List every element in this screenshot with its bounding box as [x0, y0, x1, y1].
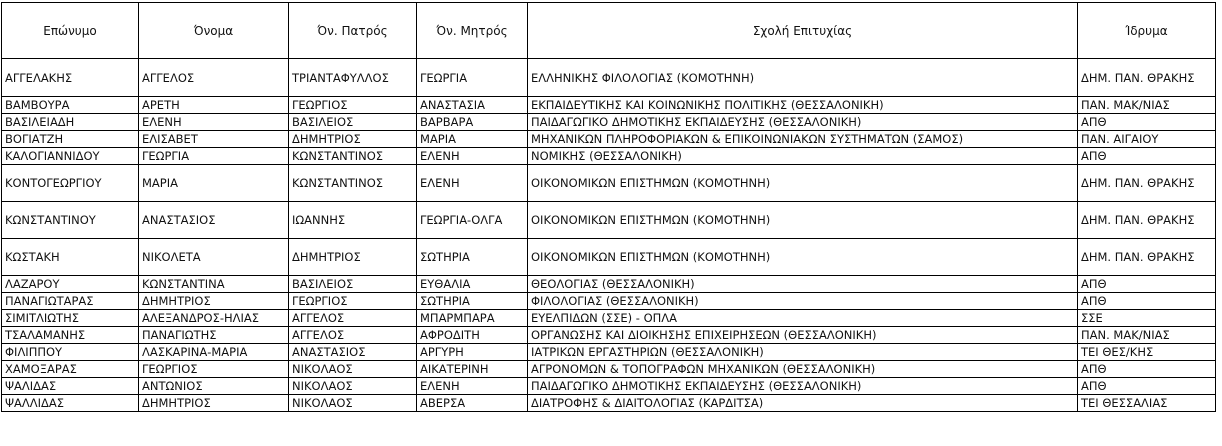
col-header-father-name[interactable]: Όν. Πατρός: [289, 3, 417, 59]
cell-surname[interactable]: ΠΑΝΑΓΙΩΤΑΡΑΣ: [2, 293, 139, 310]
cell-school[interactable]: ΟΙΚΟΝΟΜΙΚΩΝ ΕΠΙΣΤΗΜΩΝ (ΚΟΜΟΤΗΝΗ): [528, 202, 1078, 239]
cell-school[interactable]: ΟΡΓΑΝΩΣΗΣ ΚΑΙ ΔΙΟΙΚΗΣΗΣ ΕΠΙΧΕΙΡΗΣΕΩΝ (ΘΕΣΣΑΛΟΝΙΚΗ): [528, 327, 1078, 344]
cell-mother-name[interactable]: ΑΒΕΡΣΑ: [417, 395, 528, 412]
cell-surname[interactable]: ΒΟΓΙΑΤΖΗ: [2, 131, 139, 148]
cell-surname[interactable]: ΒΑΜΒΟΥΡΑ: [2, 97, 139, 114]
col-header-school[interactable]: Σχολή Επιτυχίας: [528, 3, 1078, 59]
table-row: [2, 378, 1216, 395]
cell-school[interactable]: ΑΓΡΟΝΟΜΩΝ & ΤΟΠΟΓΡΑΦΩΝ ΜΗΧΑΝΙΚΩΝ (ΘΕΣΣΑΛΟΝΙΚΗ): [528, 361, 1078, 378]
cell-first-name[interactable]: ΔΗΜΗΤΡΙΟΣ: [139, 293, 289, 310]
table-row: [2, 310, 1216, 327]
table-row: [2, 344, 1216, 361]
cell-mother-name[interactable]: ΒΑΡΒΑΡΑ: [417, 114, 528, 131]
cell-institution[interactable]: ΑΠΘ: [1078, 378, 1216, 395]
cell-father-name[interactable]: ΚΩΝΣΤΑΝΤΙΝΟΣ: [289, 148, 417, 165]
cell-father-name[interactable]: ΔΗΜΗΤΡΙΟΣ: [289, 239, 417, 276]
cell-father-name[interactable]: ΓΕΩΡΓΙΟΣ: [289, 293, 417, 310]
cell-school[interactable]: ΦΙΛΟΛΟΓΙΑΣ (ΘΕΣΣΑΛΟΝΙΚΗ): [528, 293, 1078, 310]
cell-first-name[interactable]: ΑΡΕΤΗ: [139, 97, 289, 114]
cell-surname[interactable]: ΨΑΛΛΙΔΑΣ: [2, 395, 139, 412]
cell-mother-name[interactable]: ΓΕΩΡΓΙΑ: [417, 59, 528, 97]
cell-first-name[interactable]: ΚΩΝΣΤΑΝΤΙΝΑ: [139, 276, 289, 293]
cell-mother-name[interactable]: ΜΠΑΡΜΠΑΡΑ: [417, 310, 528, 327]
cell-father-name[interactable]: ΑΝΑΣΤΑΣΙΟΣ: [289, 344, 417, 361]
cell-surname[interactable]: ΛΑΖΑΡΟΥ: [2, 276, 139, 293]
table-row: [2, 293, 1216, 310]
cell-institution[interactable]: ΤΕΙ ΘΕΣ/ΚΗΣ: [1078, 344, 1216, 361]
cell-institution[interactable]: ΔΗΜ. ΠΑΝ. ΘΡΑΚΗΣ: [1078, 59, 1216, 97]
cell-mother-name[interactable]: ΑΝΑΣΤΑΣΙΑ: [417, 97, 528, 114]
table-row: [2, 239, 1216, 276]
cell-first-name[interactable]: ΑΝΑΣΤΑΣΙΟΣ: [139, 202, 289, 239]
cell-surname[interactable]: ΤΣΑΛΑΜΑΝΗΣ: [2, 327, 139, 344]
cell-mother-name[interactable]: ΕΥΘΑΛΙΑ: [417, 276, 528, 293]
cell-mother-name[interactable]: ΕΛΕΝΗ: [417, 378, 528, 395]
cell-institution[interactable]: ΔΗΜ. ΠΑΝ. ΘΡΑΚΗΣ: [1078, 239, 1216, 276]
cell-school[interactable]: ΙΑΤΡΙΚΩΝ ΕΡΓΑΣΤΗΡΙΩΝ (ΘΕΣΣΑΛΟΝΙΚΗ): [528, 344, 1078, 361]
cell-school[interactable]: ΝΟΜΙΚΗΣ (ΘΕΣΣΑΛΟΝΙΚΗ): [528, 148, 1078, 165]
cell-surname[interactable]: ΧΑΜΟΞΑΡΑΣ: [2, 361, 139, 378]
cell-first-name[interactable]: ΓΕΩΡΓΙΟΣ: [139, 361, 289, 378]
cell-institution[interactable]: ΑΠΘ: [1078, 361, 1216, 378]
table-row: [2, 148, 1216, 165]
col-header-first-name[interactable]: Όνομα: [139, 3, 289, 59]
table-row: [2, 114, 1216, 131]
cell-father-name[interactable]: ΚΩΝΣΤΑΝΤΙΝΟΣ: [289, 165, 417, 202]
cell-mother-name[interactable]: ΑΡΓΥΡΗ: [417, 344, 528, 361]
cell-school[interactable]: ΕΥΕΛΠΙΔΩΝ (ΣΣΕ) - ΟΠΛΑ: [528, 310, 1078, 327]
cell-father-name[interactable]: ΓΕΩΡΓΙΟΣ: [289, 97, 417, 114]
cell-first-name[interactable]: ΑΝΤΩΝΙΟΣ: [139, 378, 289, 395]
table-row: [2, 361, 1216, 378]
table-row: [2, 202, 1216, 239]
col-header-mother-name[interactable]: Όν. Μητρός: [417, 3, 528, 59]
cell-school[interactable]: ΠΑΙΔΑΓΩΓΙΚΟ ΔΗΜΟΤΙΚΗΣ ΕΚΠΑΙΔΕΥΣΗΣ (ΘΕΣΣΑΛΟΝΙΚΗ): [528, 378, 1078, 395]
cell-surname[interactable]: ΣΙΜΙΤΛΙΩΤΗΣ: [2, 310, 139, 327]
cell-institution[interactable]: ΑΠΘ: [1078, 293, 1216, 310]
cell-first-name[interactable]: ΕΛΕΝΗ: [139, 114, 289, 131]
cell-school[interactable]: ΟΙΚΟΝΟΜΙΚΩΝ ΕΠΙΣΤΗΜΩΝ (ΚΟΜΟΤΗΝΗ): [528, 165, 1078, 202]
results-table: [1, 2, 1216, 412]
cell-father-name[interactable]: ΒΑΣΙΛΕΙΟΣ: [289, 276, 417, 293]
cell-school[interactable]: ΘΕΟΛΟΓΙΑΣ (ΘΕΣΣΑΛΟΝΙΚΗ): [528, 276, 1078, 293]
cell-institution[interactable]: ΤΕΙ ΘΕΣΣΑΛΙΑΣ: [1078, 395, 1216, 412]
cell-first-name[interactable]: ΕΛΙΣΑΒΕΤ: [139, 131, 289, 148]
cell-institution[interactable]: ΠΑΝ. ΜΑΚ/ΝΙΑΣ: [1078, 327, 1216, 344]
col-header-surname[interactable]: Επώνυμο: [2, 3, 139, 59]
cell-institution[interactable]: ΑΠΘ: [1078, 148, 1216, 165]
cell-school[interactable]: ΕΛΛΗΝΙΚΗΣ ΦΙΛΟΛΟΓΙΑΣ (ΚΟΜΟΤΗΝΗ): [528, 59, 1078, 97]
cell-father-name[interactable]: ΝΙΚΟΛΑΟΣ: [289, 378, 417, 395]
cell-institution[interactable]: ΔΗΜ. ΠΑΝ. ΘΡΑΚΗΣ: [1078, 165, 1216, 202]
cell-father-name[interactable]: ΔΗΜΗΤΡΙΟΣ: [289, 131, 417, 148]
cell-father-name[interactable]: ΝΙΚΟΛΑΟΣ: [289, 395, 417, 412]
table-row: [2, 395, 1216, 412]
cell-institution[interactable]: ΣΣΕ: [1078, 310, 1216, 327]
cell-first-name[interactable]: ΔΗΜΗΤΡΙΟΣ: [139, 395, 289, 412]
cell-mother-name[interactable]: ΑΙΚΑΤΕΡΙΝΗ: [417, 361, 528, 378]
cell-father-name[interactable]: ΙΩΑΝΝΗΣ: [289, 202, 417, 239]
cell-institution[interactable]: ΠΑΝ. ΜΑΚ/ΝΙΑΣ: [1078, 97, 1216, 114]
cell-mother-name[interactable]: ΕΛΕΝΗ: [417, 148, 528, 165]
cell-first-name[interactable]: ΜΑΡΙΑ: [139, 165, 289, 202]
cell-first-name[interactable]: ΛΑΣΚΑΡΙΝΑ-ΜΑΡΙΑ: [139, 344, 289, 361]
cell-father-name[interactable]: ΒΑΣΙΛΕΙΟΣ: [289, 114, 417, 131]
cell-first-name[interactable]: ΠΑΝΑΓΙΩΤΗΣ: [139, 327, 289, 344]
table-row: [2, 327, 1216, 344]
cell-school[interactable]: ΜΗΧΑΝΙΚΩΝ ΠΛΗΡΟΦΟΡΙΑΚΩΝ & ΕΠΙΚΟΙΝΩΝΙΑΚΩΝ ΣΥΣΤΗΜΑΤΩΝ (ΣΑΜΟΣ): [528, 131, 1078, 148]
cell-school[interactable]: ΠΑΙΔΑΓΩΓΙΚΟ ΔΗΜΟΤΙΚΗΣ ΕΚΠΑΙΔΕΥΣΗΣ (ΘΕΣΣΑΛΟΝΙΚΗ): [528, 114, 1078, 131]
cell-mother-name[interactable]: ΣΩΤΗΡΙΑ: [417, 293, 528, 310]
cell-mother-name[interactable]: ΣΩΤΗΡΙΑ: [417, 239, 528, 276]
cell-institution[interactable]: ΑΠΘ: [1078, 276, 1216, 293]
cell-first-name[interactable]: ΓΕΩΡΓΙΑ: [139, 148, 289, 165]
cell-institution[interactable]: ΑΠΘ: [1078, 114, 1216, 131]
cell-first-name[interactable]: ΑΛΕΞΑΝΔΡΟΣ-ΗΛΙΑΣ: [139, 310, 289, 327]
cell-surname[interactable]: ΑΓΓΕΛΑΚΗΣ: [2, 59, 139, 97]
cell-mother-name[interactable]: ΜΑΡΙΑ: [417, 131, 528, 148]
cell-father-name[interactable]: ΑΓΓΕΛΟΣ: [289, 310, 417, 327]
cell-mother-name[interactable]: ΑΦΡΟΔΙΤΗ: [417, 327, 528, 344]
col-header-institution[interactable]: Ίδρυμα: [1078, 3, 1216, 59]
cell-institution[interactable]: ΔΗΜ. ΠΑΝ. ΘΡΑΚΗΣ: [1078, 202, 1216, 239]
cell-mother-name[interactable]: ΓΕΩΡΓΙΑ-ΟΛΓΑ: [417, 202, 528, 239]
cell-school[interactable]: ΕΚΠΑΙΔΕΥΤΙΚΗΣ ΚΑΙ ΚΟΙΝΩΝΙΚΗΣ ΠΟΛΙΤΙΚΗΣ (ΘΕΣΣΑΛΟΝΙΚΗ): [528, 97, 1078, 114]
cell-surname[interactable]: ΚΑΛΟΓΙΑΝΝΙΔΟΥ: [2, 148, 139, 165]
cell-first-name[interactable]: ΑΓΓΕΛΟΣ: [139, 59, 289, 97]
cell-mother-name[interactable]: ΕΛΕΝΗ: [417, 165, 528, 202]
cell-father-name[interactable]: ΝΙΚΟΛΑΟΣ: [289, 361, 417, 378]
table-row: [2, 276, 1216, 293]
cell-first-name[interactable]: ΝΙΚΟΛΕΤΑ: [139, 239, 289, 276]
table-row: [2, 59, 1216, 97]
cell-father-name[interactable]: ΑΓΓΕΛΟΣ: [289, 327, 417, 344]
table-row: [2, 165, 1216, 202]
cell-school[interactable]: ΟΙΚΟΝΟΜΙΚΩΝ ΕΠΙΣΤΗΜΩΝ (ΚΟΜΟΤΗΝΗ): [528, 239, 1078, 276]
cell-surname[interactable]: ΚΩΣΤΑΚΗ: [2, 239, 139, 276]
header-row: [2, 3, 1216, 59]
cell-surname[interactable]: ΒΑΣΙΛΕΙΑΔΗ: [2, 114, 139, 131]
table-row: [2, 131, 1216, 148]
cell-surname[interactable]: ΨΑΛΙΔΑΣ: [2, 378, 139, 395]
cell-surname[interactable]: ΚΟΝΤΟΓΕΩΡΓΙΟΥ: [2, 165, 139, 202]
table-row: [2, 97, 1216, 114]
cell-surname[interactable]: ΦΙΛΙΠΠΟΥ: [2, 344, 139, 361]
cell-surname[interactable]: ΚΩΝΣΤΑΝΤΙΝΟΥ: [2, 202, 139, 239]
cell-father-name[interactable]: ΤΡΙΑΝΤΑΦΥΛΛΟΣ: [289, 59, 417, 97]
cell-institution[interactable]: ΠΑΝ. ΑΙΓΑΙΟΥ: [1078, 131, 1216, 148]
cell-school[interactable]: ΔΙΑΤΡΟΦΗΣ & ΔΙΑΙΤΟΛΟΓΙΑΣ (ΚΑΡΔΙΤΣΑ): [528, 395, 1078, 412]
